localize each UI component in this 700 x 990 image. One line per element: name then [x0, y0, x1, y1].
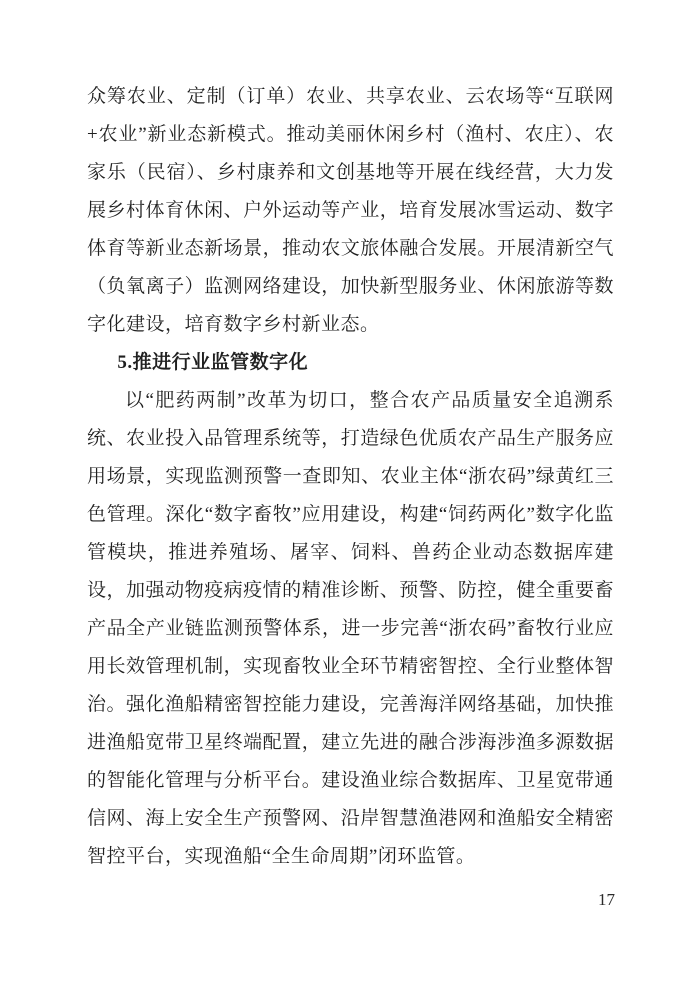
paragraph-continuation: 众筹农业、定制（订单）农业、共享农业、云农场等“互联网+农业”新业态新模式。推动美丽休闲乡村（渔村、农庄）、农家乐（民宿）、乡村康养和文创基地等开展在线经营，大力发展乡村体育休闲、户外运动等产业，培育发展冰雪运动、数字体育等新业态新场景，推动农文旅体融合发展。开展清新空气（负氧离子）监测网络建设，加快新型服务业、休闲旅游等数字化建设，培育数字乡村新业态。: [87, 86, 614, 335]
document-body: [87, 78, 614, 876]
page-number: 17: [598, 890, 615, 909]
paragraph-body: 以“肥药两制”改革为切口，整合农产品质量安全追溯系统、农业投入品管理系统等，打造绿色优质农产品生产服务应用场景，实现监测预警一查即知、农业主体“浙农码”绿黄红三色管理。深化“数字畜牧”应用建设，构建“饲药两化”数字化监管模块，推进养殖场、屠宰、饲料、兽药企业动态数据库建设，加强动物疫病疫情的精准诊断、预警、防控，健全重要畜产品全产业链监测预警体系，进一步完善“浙农码”畜牧行业应用长效管理机制，实现畜牧业全环节精密智控、全行业整体智治。强化渔船精密智控能力建设，完善海洋网络基础，加快推进渔船宽带卫星终端配置，建立先进的融合涉海涉渔多源数据的智能化管理与分析平台。建设渔业综合数据库、卫星宽带通信网、海上安全生产预警网、沿岸智慧渔港网和渔船安全精密智控平台，实现渔船“全生命周期”闭环监管。: [87, 390, 614, 867]
section-heading: 5.推进行业监管数字化: [117, 352, 309, 373]
